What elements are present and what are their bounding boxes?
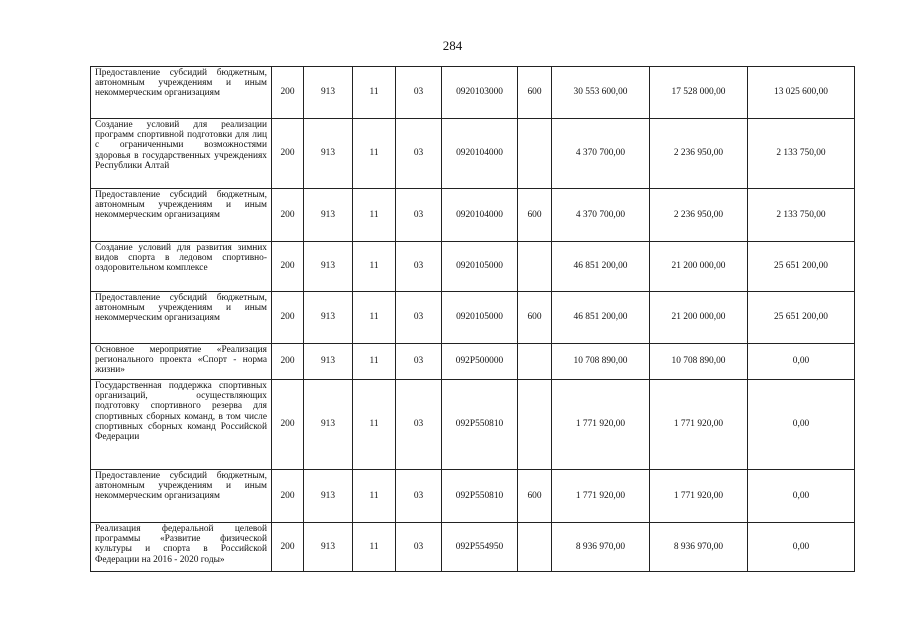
subsection-cell: 03 <box>396 67 442 119</box>
expense-type-cell <box>518 242 552 292</box>
grbs-code-cell: 913 <box>304 119 353 189</box>
section-cell: 11 <box>353 242 396 292</box>
subsection-cell: 03 <box>396 523 442 572</box>
table-row <box>91 470 855 523</box>
section-cell: 11 <box>353 380 396 470</box>
admin-code-cell: 200 <box>272 189 304 242</box>
amount-total-cell: 8 936 970,00 <box>552 523 650 572</box>
target-article-cell: 092P554950 <box>442 523 518 572</box>
amount-second-cell: 2 236 950,00 <box>650 189 748 242</box>
expense-type-cell <box>518 380 552 470</box>
table-row <box>91 67 855 119</box>
row-name-cell: Предоставление субсидий бюджетным, автономным учреждениям и иным некоммерческим организациям <box>91 292 272 344</box>
row-name-cell: Основное мероприятие «Реализация регионального проекта «Спорт - норма жизни» <box>91 344 272 380</box>
subsection-cell: 03 <box>396 189 442 242</box>
admin-code-cell: 200 <box>272 292 304 344</box>
amount-second-cell: 1 771 920,00 <box>650 470 748 523</box>
amount-third-cell: 2 133 750,00 <box>748 119 855 189</box>
section-cell: 11 <box>353 292 396 344</box>
table-row <box>91 523 855 572</box>
admin-code-cell: 200 <box>272 119 304 189</box>
table-row <box>91 189 855 242</box>
expense-type-cell: 600 <box>518 189 552 242</box>
subsection-cell: 03 <box>396 119 442 189</box>
table-row <box>91 380 855 470</box>
admin-code-cell: 200 <box>272 470 304 523</box>
expense-type-cell <box>518 119 552 189</box>
table-row <box>91 119 855 189</box>
section-cell: 11 <box>353 189 396 242</box>
subsection-cell: 03 <box>396 380 442 470</box>
grbs-code-cell: 913 <box>304 344 353 380</box>
grbs-code-cell: 913 <box>304 242 353 292</box>
admin-code-cell: 200 <box>272 67 304 119</box>
amount-second-cell: 21 200 000,00 <box>650 292 748 344</box>
amount-third-cell: 0,00 <box>748 380 855 470</box>
amount-third-cell: 0,00 <box>748 470 855 523</box>
amount-total-cell: 4 370 700,00 <box>552 189 650 242</box>
target-article-cell: 092P550810 <box>442 470 518 523</box>
expense-type-cell: 600 <box>518 470 552 523</box>
table-row <box>91 292 855 344</box>
subsection-cell: 03 <box>396 470 442 523</box>
amount-third-cell: 25 651 200,00 <box>748 292 855 344</box>
amount-total-cell: 46 851 200,00 <box>552 242 650 292</box>
amount-second-cell: 1 771 920,00 <box>650 380 748 470</box>
grbs-code-cell: 913 <box>304 292 353 344</box>
amount-second-cell: 21 200 000,00 <box>650 242 748 292</box>
expense-type-cell <box>518 523 552 572</box>
target-article-cell: 092P550810 <box>442 380 518 470</box>
target-article-cell: 0920105000 <box>442 242 518 292</box>
amount-total-cell: 10 708 890,00 <box>552 344 650 380</box>
target-article-cell: 0920104000 <box>442 119 518 189</box>
target-article-cell: 0920103000 <box>442 67 518 119</box>
target-article-cell: 0920104000 <box>442 189 518 242</box>
target-article-cell: 0920105000 <box>442 292 518 344</box>
grbs-code-cell: 913 <box>304 380 353 470</box>
expense-type-cell <box>518 344 552 380</box>
amount-total-cell: 4 370 700,00 <box>552 119 650 189</box>
section-cell: 11 <box>353 119 396 189</box>
admin-code-cell: 200 <box>272 344 304 380</box>
grbs-code-cell: 913 <box>304 189 353 242</box>
section-cell: 11 <box>353 470 396 523</box>
subsection-cell: 03 <box>396 344 442 380</box>
subsection-cell: 03 <box>396 242 442 292</box>
amount-second-cell: 10 708 890,00 <box>650 344 748 380</box>
row-name-cell: Предоставление субсидий бюджетным, автономным учреждениям и иным некоммерческим организациям <box>91 189 272 242</box>
table-body <box>91 67 855 572</box>
page-number: 284 <box>442 38 463 53</box>
budget-table <box>90 66 855 572</box>
row-name-cell: Создание условий для развития зимних видов спорта в ледовом спортивно-оздоровительном комплексе <box>91 242 272 292</box>
amount-second-cell: 2 236 950,00 <box>650 119 748 189</box>
target-article-cell: 092P500000 <box>442 344 518 380</box>
grbs-code-cell: 913 <box>304 523 353 572</box>
amount-total-cell: 1 771 920,00 <box>552 470 650 523</box>
row-name-cell: Предоставление субсидий бюджетным, автономным учреждениям и иным некоммерческим организациям <box>91 67 272 119</box>
amount-second-cell: 17 528 000,00 <box>650 67 748 119</box>
amount-third-cell: 0,00 <box>748 523 855 572</box>
amount-total-cell: 1 771 920,00 <box>552 380 650 470</box>
row-name-cell: Реализация федеральной целевой программы «Развитие физической культуры и спорта в Российской Федерации на 2016 - 2020 годы» <box>91 523 272 572</box>
amount-third-cell: 13 025 600,00 <box>748 67 855 119</box>
section-cell: 11 <box>353 523 396 572</box>
expense-type-cell: 600 <box>518 67 552 119</box>
grbs-code-cell: 913 <box>304 67 353 119</box>
section-cell: 11 <box>353 67 396 119</box>
subsection-cell: 03 <box>396 292 442 344</box>
amount-second-cell: 8 936 970,00 <box>650 523 748 572</box>
row-name-cell: Создание условий для реализации программ спортивной подготовки для лиц с ограниченными возможностями здоровья в государственных учреждениях Республики Алтай <box>91 119 272 189</box>
amount-third-cell: 2 133 750,00 <box>748 189 855 242</box>
amount-total-cell: 30 553 600,00 <box>552 67 650 119</box>
admin-code-cell: 200 <box>272 523 304 572</box>
row-name-cell: Предоставление субсидий бюджетным, автономным учреждениям и иным некоммерческим организациям <box>91 470 272 523</box>
admin-code-cell: 200 <box>272 380 304 470</box>
admin-code-cell: 200 <box>272 242 304 292</box>
row-name-cell: Государственная поддержка спортивных организаций, осуществляющих подготовку спортивного резерва для спортивных сборных команд, в том числе спортивных сборных команд Российской Федерации <box>91 380 272 470</box>
amount-third-cell: 0,00 <box>748 344 855 380</box>
section-cell: 11 <box>353 344 396 380</box>
grbs-code-cell: 913 <box>304 470 353 523</box>
expense-type-cell: 600 <box>518 292 552 344</box>
table-row <box>91 344 855 380</box>
table-row <box>91 242 855 292</box>
amount-total-cell: 46 851 200,00 <box>552 292 650 344</box>
amount-third-cell: 25 651 200,00 <box>748 242 855 292</box>
